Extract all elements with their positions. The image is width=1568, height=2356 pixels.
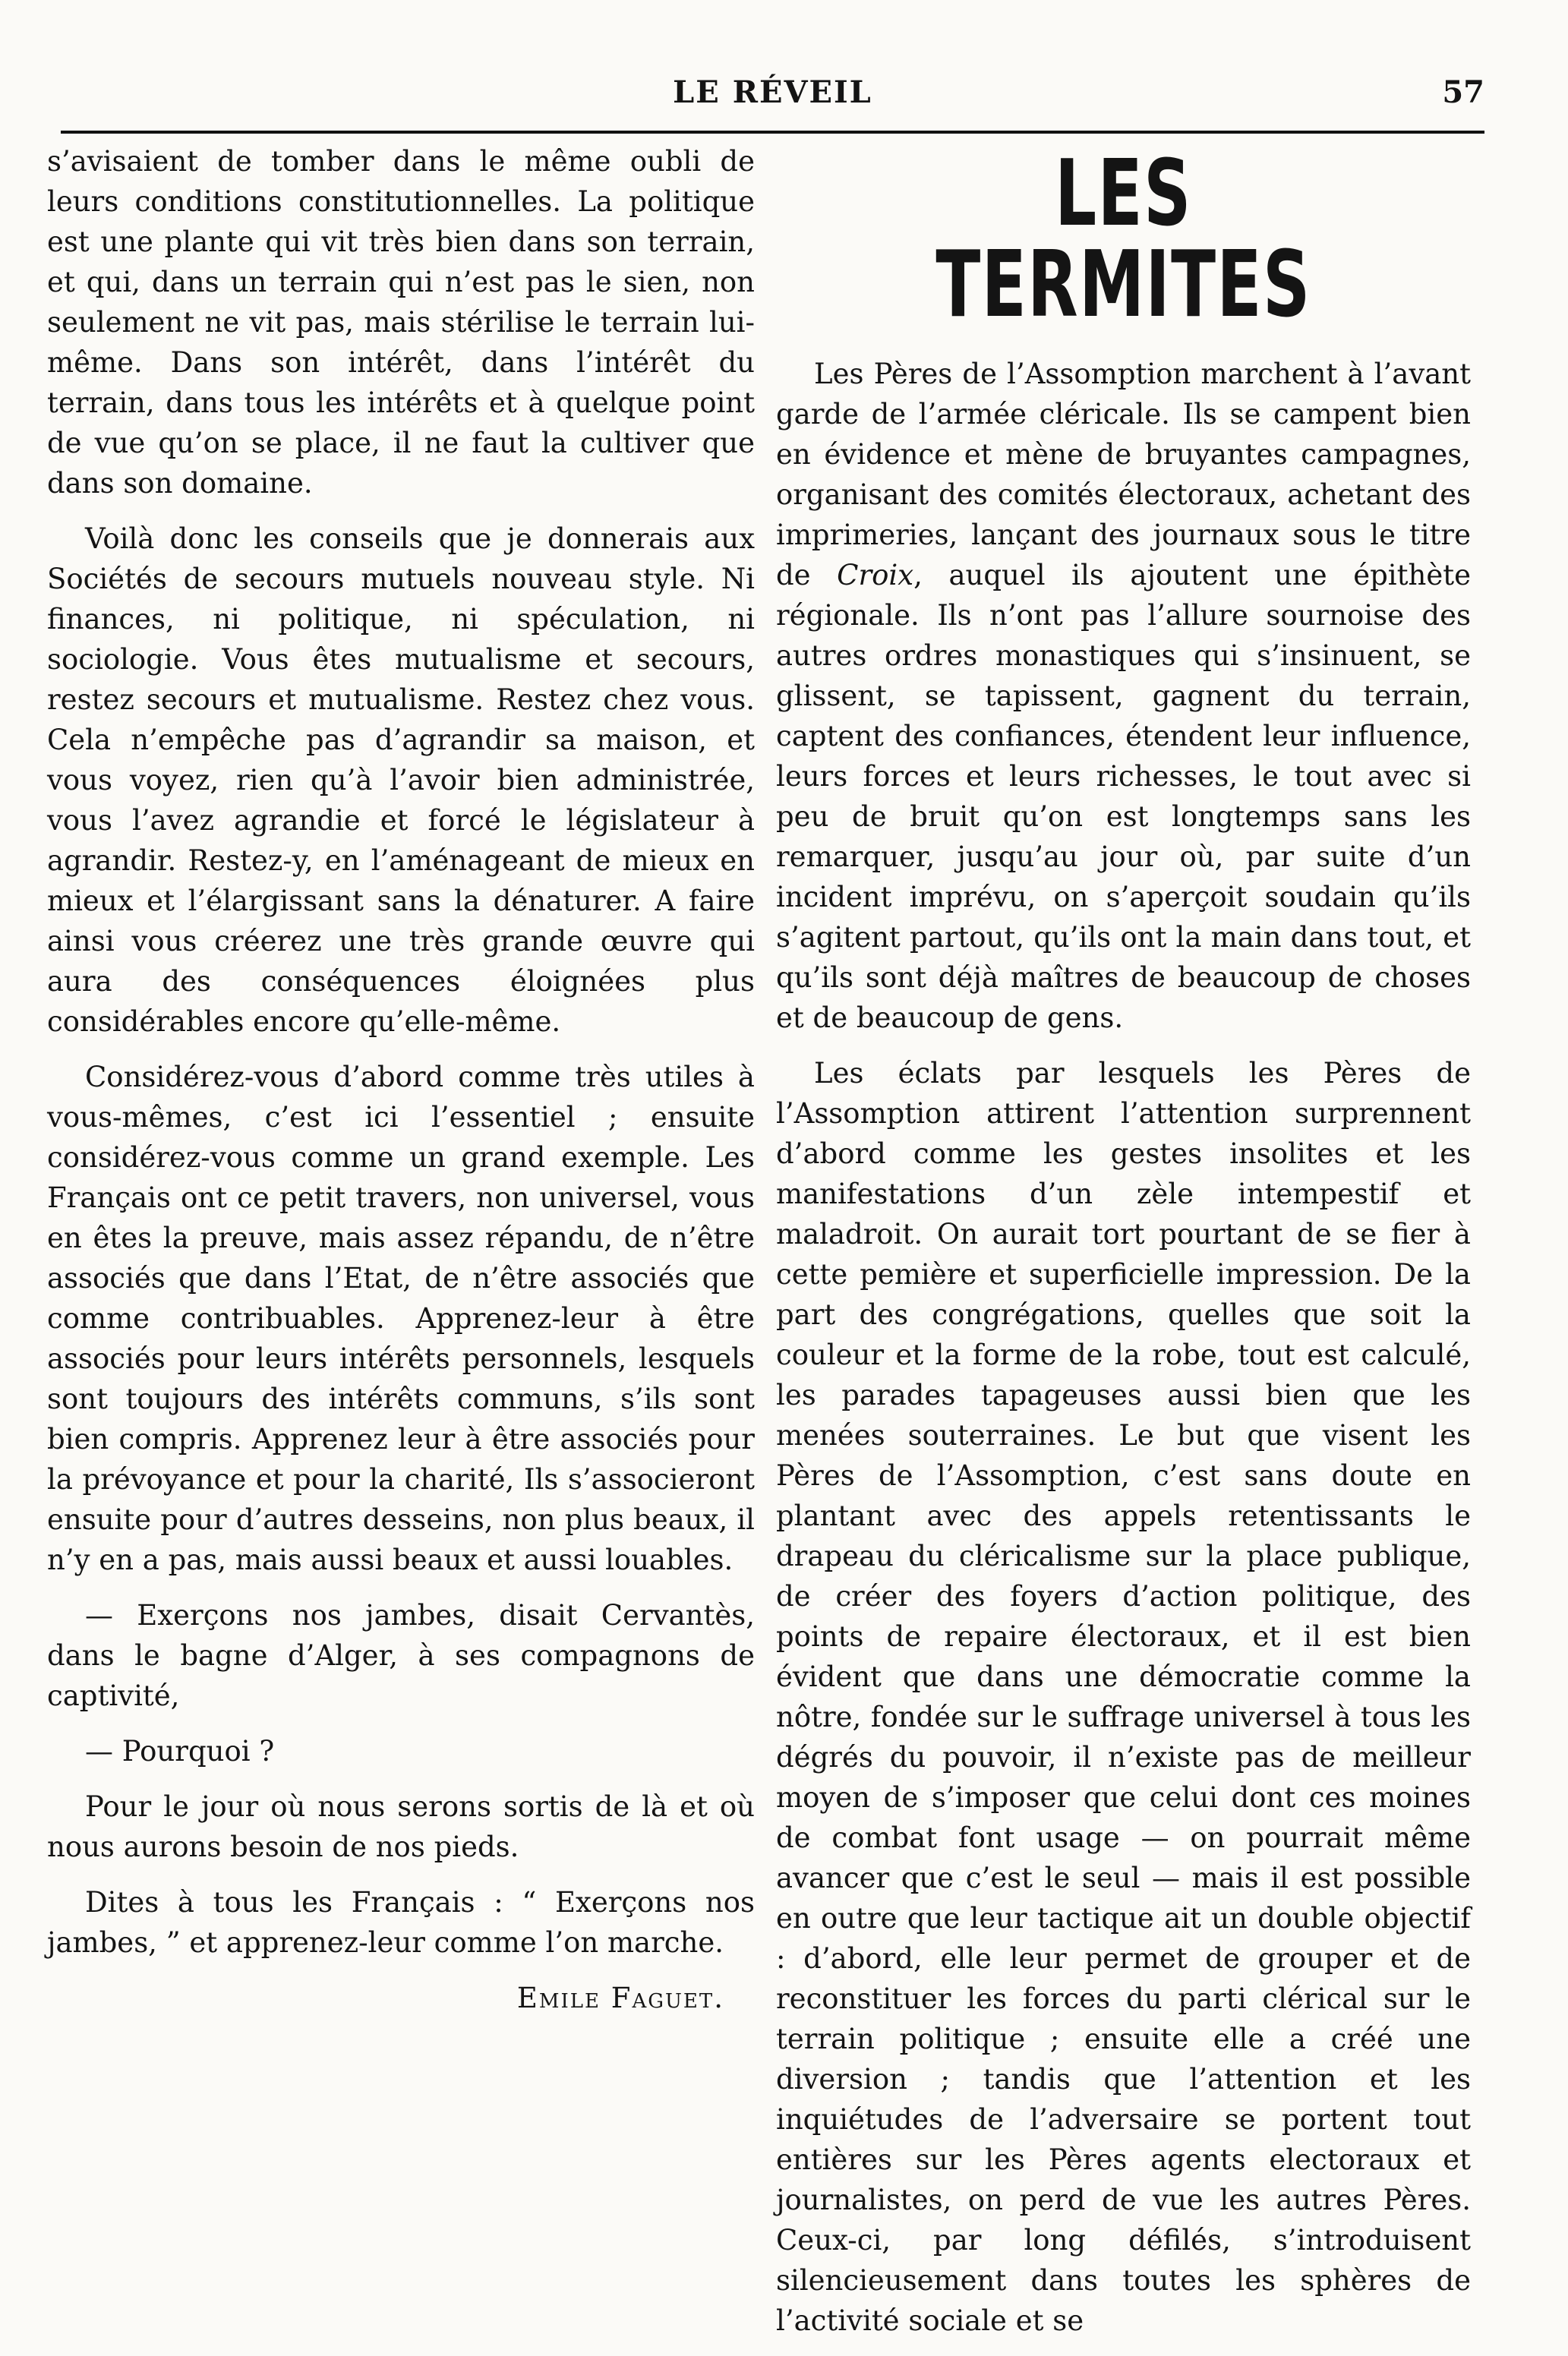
paragraph: Dites à tous les Français : “ Exerçons nos jambes, ” et apprenez-leur comme l’on marche.	[47, 1886, 755, 1959]
author-signature: Emile Faguet.	[516, 1982, 724, 2014]
dialogue-paragraph: — Exerçons nos jambes, disait Cervantès, dans le bagne d’Alger, à ses compagnons de captivité,	[47, 1599, 755, 1712]
paragraph-text: Les Pères de l’Assomption marchent à l’avant garde de l’armée cléricale. Ils se campent bien en évidence et mène de bruyantes campagnes, organisant des comités électoraux, achetant des imprimeries, lançant des journaux sous le titre de	[776, 358, 1471, 591]
header-rule	[61, 131, 1484, 134]
paragraph	[776, 354, 1471, 1038]
paragraph-text: , auquel ils ajoutent une épithète régionale. Ils n’ont pas l’allure sournoise des autres ordres monastiques qui s’insinuent, se glissent, se tapissent, gagnent du terrain, captent des confiances, étendent leur influence, leurs forces et leurs richesses, le tout avec si peu de bruit qu’on est longtemps sans les remarquer, jusqu’au jour où, par suite d’un incident imprévu, on s’aperçoit soudain qu’ils s’agitent partout, qu’ils ont la main dans tout, et qu’ils sont déjà maîtres de beaucoup de choses et de beaucoup de gens.	[776, 559, 1471, 1034]
article-title: LES TERMITES	[935, 141, 1311, 338]
running-header	[61, 74, 1484, 128]
newspaper-name: Croix	[837, 559, 914, 591]
journal-title: LE RÉVEIL	[673, 74, 872, 110]
paragraph: s’avisaient de tomber dans le même oubli de leurs conditions constitutionnelles. La politique est une plante qui vit très bien dans son terrain, et qui, dans un terrain qui n’est pas le sien, non seulement ne vit pas, mais stérilise le terrain lui-même. Dans son intérêt, dans l’intérêt du terrain, dans tous les intérêts et à quelque point de vue qu’on se place, il ne faut la cultiver que dans son domaine.	[47, 145, 755, 500]
paragraph: Voilà donc les conseils que je donnerais aux Sociétés de secours mutuels nouveau style. Ni finances, ni politique, ni spéculation, ni sociologie. Vous êtes mutualisme et secours, restez secours et mutualisme. Restez chez vous. Cela n’empêche pas d’agrandir sa maison, et vous voyez, rien qu’à l’avoir bien administrée, vous l’avez agrandie et forcé le législateur à agrandir. Restez-y, en l’aménageant de mieux en mieux et l’élargissant sans la dénaturer. A faire ainsi vous créerez une très grande œuvre qui aura des conséquences éloignées plus considérables encore qu’elle-même.	[47, 522, 755, 1038]
left-column	[47, 141, 755, 2018]
paragraph: Les éclats par lesquels les Pères de l’Assomption attirent l’attention surprennent d’abord comme les gestes insolites et les manifestations d’un zèle intempestif et maladroit. On aurait tort pourtant de se fier à cette pemière et superficielle impression. De la part des congrégations, quelles que soit la couleur et la forme de la robe, tout est calculé, les parades tapageuses aussi bien que les menées souterraines. Le but que visent les Pères de l’Assomption, c’est sans doute en plantant avec des appels retentissants le drapeau du cléricalisme sur la place publique, de créer des foyers d’action politique, des points de repaire électoraux, et il est bien évident que dans une démocratie comme la nôtre, fondée sur le suffrage universel à tous les dégrés du pouvoir, il n’existe pas de meilleur moyen de s’imposer que celui dont ces moines de combat font usage — on pourrait même avancer que c’est le seul — mais il est possible en outre que leur tactique ait un double objectif : d’abord, elle leur permet de grouper et de reconstituer les forces du parti clérical sur le terrain politique ; ensuite elle a créé une diversion ; tandis que l’attention et les inquiétudes de l’adversaire se portent tout entières sur les Pères agents electoraux et journalistes, on perd de vue les autres Pères. Ceux-ci, par long défilés, s’introduisent silencieusement dans toutes les sphères de l’activité sociale et se	[776, 1057, 1471, 2337]
paragraph: Pour le jour où nous serons sortis de là et où nous aurons besoin de nos pieds.	[47, 1790, 755, 1863]
dialogue-paragraph: — Pourquoi ?	[85, 1735, 275, 1768]
right-column	[776, 141, 1471, 2356]
page-number: 57	[1442, 74, 1484, 110]
paragraph: Considérez-vous d’abord comme très utiles à vous-mêmes, c’est ici l’essentiel ; ensuite considérez-vous comme un grand exemple. Les Français ont ce petit travers, non universel, vous en êtes la preuve, mais assez répandu, de n’être associés que dans l’Etat, de n’être associés que comme contribuables. Apprenez-leur à être associés pour leurs intérêts personnels, lesquels sont toujours des intérêts communs, s’ils sont bien compris. Apprenez leur à être associés pour la prévoyance et pour la charité, Ils s’associeront ensuite pour d’autres desseins, non plus beaux, il n’y en a pas, mais aussi beaux et aussi louables.	[47, 1061, 755, 1576]
